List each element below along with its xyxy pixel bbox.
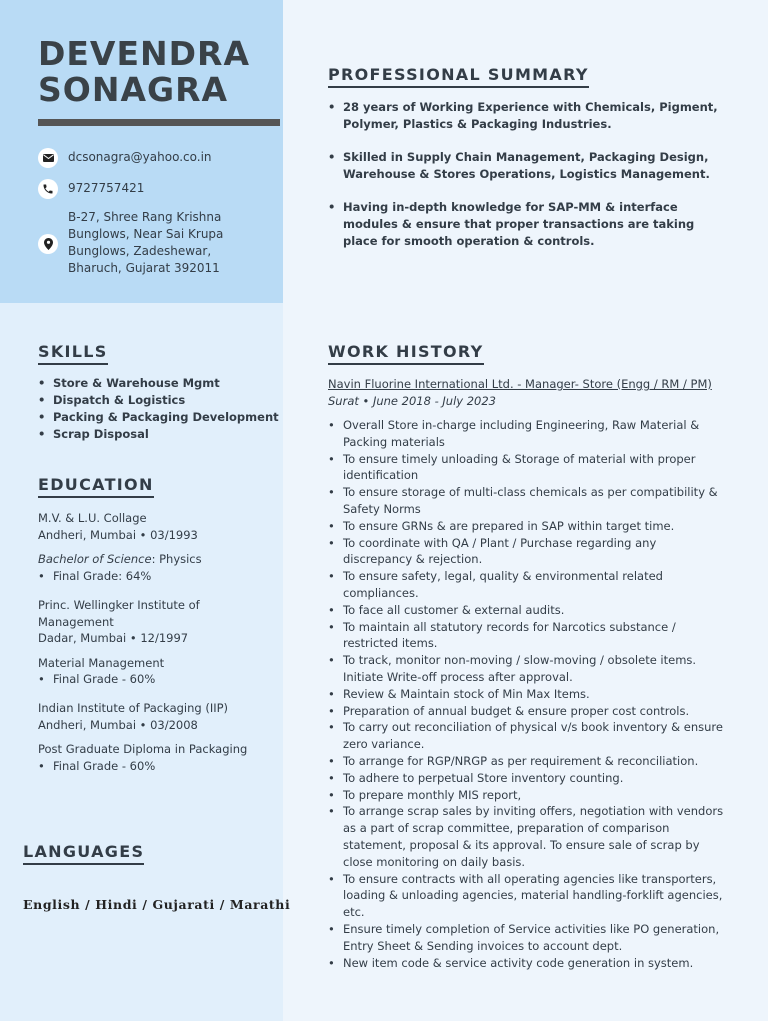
- summary-item: • Skilled in Supply Chain Management, Packaging Design, Warehouse & Stores Operations, Logistics Management.: [328, 149, 728, 183]
- institution-name: M.V. & L.U. Collage: [38, 511, 147, 525]
- languages-heading: LANGUAGES: [23, 842, 144, 865]
- duty-item: • To coordinate with QA / Plant / Purchase regarding any discrepancy & rejection.: [328, 535, 728, 569]
- skill-item: • Packing & Packaging Development: [38, 409, 279, 426]
- candidate-name: [38, 36, 250, 108]
- location-date: Andheri, Mumbai • 03/1993: [38, 527, 198, 542]
- location-pin-icon: [38, 234, 58, 254]
- address-line: Bunglows, Near Sai Krupa: [68, 227, 224, 241]
- duty-item: • To adhere to perpetual Store inventory counting.: [328, 770, 728, 787]
- summary-heading: PROFESSIONAL SUMMARY: [328, 65, 589, 88]
- duty-item: • New item code & service activity code generation in system.: [328, 955, 728, 972]
- degree: Material Management: [38, 655, 165, 670]
- skills-heading: SKILLS: [38, 342, 108, 365]
- languages-list: English / Hindi / Gujarati / Marathi: [23, 897, 291, 912]
- location-date: Andheri, Mumbai • 03/2008: [38, 717, 198, 732]
- phone-icon: [38, 179, 58, 199]
- skill-item: • Scrap Disposal: [38, 426, 279, 443]
- duty-item: • To arrange for RGP/NRGP as per requirement & reconciliation.: [328, 753, 728, 770]
- duty-item: • Review & Maintain stock of Min Max Items.: [328, 686, 728, 703]
- degree-field: : Physics: [151, 552, 202, 566]
- address-line: B-27, Shree Rang Krishna: [68, 210, 222, 224]
- duty-item: • To maintain all statutory records for Narcotics substance / restricted items.: [328, 619, 728, 653]
- education-entry: [38, 700, 278, 774]
- address-line: Bunglows, Zadeshewar,: [68, 244, 212, 258]
- job-location-date: Surat • June 2018 - July 2023: [328, 394, 496, 408]
- duty-item: • To face all customer & external audits.: [328, 602, 728, 619]
- summary-item: • Having in-depth knowledge for SAP-MM & interface modules & ensure that proper transactions are taking place for smooth operation & controls.: [328, 199, 728, 250]
- contact-phone-row: [38, 179, 144, 199]
- degree-type: Bachelor of Science: [38, 552, 152, 566]
- duty-item: • To ensure safety, legal, quality & environmental related compliances.: [328, 568, 728, 602]
- duty-item: • To ensure storage of multi-class chemicals as per compatibility & Safety Norms: [328, 484, 728, 518]
- address-line: Bharuch, Gujarat 392011: [68, 261, 220, 275]
- duty-item: • To arrange scrap sales by inviting offers, negotiation with vendors as a part of scrap committee, preparation of comparison statement, proposal & its approval. To ensure sale of scrap by close monitoring on daily basis.: [328, 803, 728, 870]
- job-duties-list: [328, 417, 728, 971]
- education-heading: EDUCATION: [38, 475, 154, 498]
- job-title: Navin Fluorine International Ltd. - Manager- Store (Engg / RM / PM): [328, 377, 712, 391]
- name-line-1: DEVENDRA: [38, 34, 250, 73]
- contact-address-row: [38, 209, 223, 277]
- grade: • Final Grade: 64%: [38, 568, 278, 585]
- education-entry: [38, 510, 278, 584]
- education-entry: [38, 597, 278, 688]
- email-text[interactable]: dcsonagra@yahoo.co.in: [68, 150, 212, 164]
- contact-email-row: [38, 148, 212, 168]
- degree: [38, 551, 278, 568]
- degree: Post Graduate Diploma in Packaging: [38, 742, 248, 756]
- skill-item: • Store & Warehouse Mgmt: [38, 375, 279, 392]
- summary-item: • 28 years of Working Experience with Chemicals, Pigment, Polymer, Plastics & Packaging Industries.: [328, 99, 728, 133]
- phone-text[interactable]: 9727757421: [68, 181, 145, 195]
- summary-list: [328, 99, 728, 266]
- grade: • Final Grade - 60%: [38, 758, 278, 775]
- duty-item: • To carry out reconciliation of physical v/s book inventory & ensure zero variance.: [328, 719, 728, 753]
- institution-name: Indian Institute of Packaging (IIP): [38, 701, 229, 715]
- duty-item: • Overall Store in-charge including Engineering, Raw Material & Packing materials: [328, 417, 728, 451]
- duty-item: • To track, monitor non-moving / slow-moving / obsolete items. Initiate Write-off process after approval.: [328, 652, 728, 686]
- skills-list: [38, 375, 279, 443]
- duty-item: • Preparation of annual budget & ensure proper cost controls.: [328, 703, 728, 720]
- duty-item: • To ensure timely unloading & Storage of material with proper identification: [328, 451, 728, 485]
- name-divider: [38, 119, 280, 126]
- envelope-icon: [38, 148, 58, 168]
- duty-item: • To ensure GRNs & are prepared in SAP within target time.: [328, 518, 728, 535]
- location-date: Dadar, Mumbai • 12/1997: [38, 631, 189, 645]
- grade: • Final Grade - 60%: [38, 671, 278, 688]
- skill-item: • Dispatch & Logistics: [38, 392, 279, 409]
- work-history-heading: WORK HISTORY: [328, 342, 484, 365]
- duty-item: • To prepare monthly MIS report,: [328, 787, 728, 804]
- institution-name: Princ. Wellingker Institute of Management: [38, 598, 200, 629]
- name-line-2: SONAGRA: [38, 70, 229, 109]
- address-block: [68, 209, 223, 277]
- duty-item: • Ensure timely completion of Service activities like PO generation, Entry Sheet & Sending invoices to account dept.: [328, 921, 728, 955]
- duty-item: • To ensure contracts with all operating agencies like transporters, loading & unloading agencies, material handling-forklift agencies, etc.: [328, 871, 728, 921]
